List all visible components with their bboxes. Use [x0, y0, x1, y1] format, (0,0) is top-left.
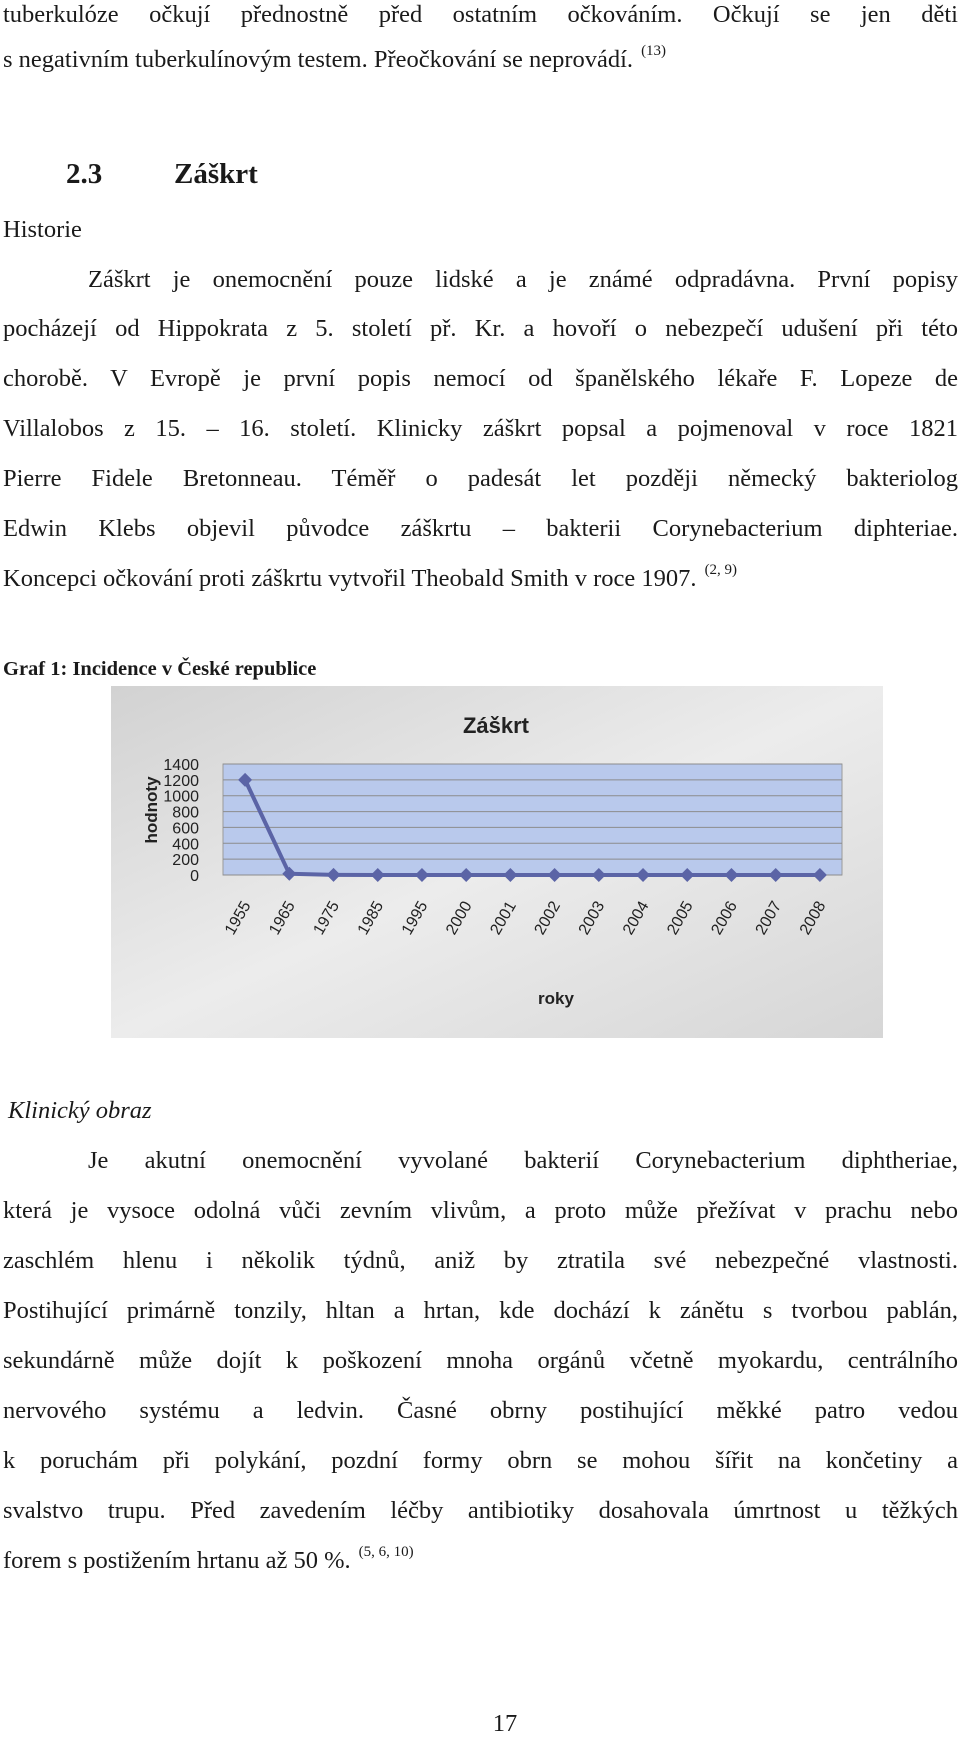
y-tick-label: 200: [172, 852, 199, 870]
top-paragraph-line-1: tuberkulóze očkují přednostně před ostatním očkováním. Očkují se jen děti: [3, 1, 958, 28]
clinical-line-5: sekundárně může dojít k poškození mnoha orgánů včetně myokardu, centrálního: [3, 1347, 958, 1374]
x-tick-label: 2000: [443, 898, 476, 938]
clinical-line-4: Postihující primárně tonzily, hltan a hrtan, kde dochází k zánětu s tvorbou pablán,: [3, 1297, 958, 1324]
x-tick-label: 1975: [310, 898, 343, 938]
page-number: 17: [492, 1710, 518, 1737]
y-tick-label: 1000: [163, 788, 199, 806]
clinical-line-8: svalstvo trupu. Před zavedením léčby antibiotiky dosahovala úmrtnost u těžkých: [3, 1497, 958, 1524]
history-line-7: [3, 564, 958, 594]
clinical-line-3: zaschlém hlenu i několik týdnů, aniž by ztratila své nebezpečné vlastnosti.: [3, 1247, 958, 1274]
top-paragraph-line-2-text: s negativním tuberkulínovým testem. Přeočkování se neprovádí.: [3, 46, 634, 73]
figure-caption: Graf 1: Incidence v České republice: [3, 658, 317, 680]
clinical-line-2: která je vysoce odolná vůči zevním vlivům, a proto může přežívat v prachu nebo: [3, 1197, 958, 1224]
citation-ref: (13): [641, 43, 667, 59]
clinical-line-9: [3, 1546, 958, 1576]
history-heading: Historie: [3, 216, 82, 243]
section-number: 2.3: [66, 158, 103, 190]
y-axis-label: hodnoty: [142, 776, 161, 844]
y-tick-label: 800: [172, 804, 199, 822]
x-tick-label: 2007: [752, 898, 786, 938]
history-line-3: chorobě. V Evropě je první popis nemocí od španělského lékaře F. Lopeze de: [3, 365, 958, 392]
clinical-line-7: k poruchám při polykání, pozdní formy obrn se mohou šířit na končetiny a: [3, 1447, 958, 1474]
y-tick-label: 1200: [163, 772, 199, 790]
y-tick-label: 1400: [163, 757, 199, 774]
history-line-7-text: Koncepci očkování proti záškrtu vytvořil Theobald Smith v roce 1907.: [3, 565, 697, 592]
clinical-line-6: nervového systému a ledvin. Časné obrny postihující měkké patro vedou: [3, 1397, 958, 1424]
section-title: Záškrt: [174, 158, 258, 190]
history-line-5: Pierre Fidele Bretonneau. Téměř o padesát let později německý bakteriolog: [3, 465, 958, 492]
history-line-6: Edwin Klebs objevil původce záškrtu – bakterii Corynebacterium diphteriae.: [3, 515, 958, 542]
x-tick-label: 1955: [222, 898, 255, 938]
top-paragraph-line-2: [3, 45, 958, 75]
history-line-4: Villalobos z 15. – 16. století. Klinicky záškrt popsal a pojmenoval v roce 1821: [3, 415, 958, 442]
x-tick-label: 1995: [398, 898, 432, 938]
x-tick-label: 2005: [664, 898, 697, 938]
x-tick-label: 2003: [575, 898, 609, 938]
y-tick-label: 0: [190, 868, 199, 885]
x-tick-label: 1985: [354, 898, 388, 938]
x-tick-label: 2001: [487, 898, 520, 938]
x-tick-label: 1965: [266, 898, 299, 938]
plot-background: [223, 764, 842, 875]
history-line-1: Záškrt je onemocnění pouze lidské a je známé odpradávna. První popisy: [88, 266, 958, 293]
clinical-line-1: Je akutní onemocnění vyvolané bakterií Corynebacterium diphtheriae,: [88, 1147, 958, 1174]
chart-title: Záškrt: [462, 713, 530, 738]
incidence-chart: [111, 686, 883, 1038]
citation-ref: (2, 9): [704, 562, 738, 578]
history-line-2: pocházejí od Hippokrata z 5. století př. Kr. a hovoří o nebezpečí udušení při této: [3, 315, 958, 342]
x-tick-label: 2008: [796, 898, 830, 938]
y-tick-label: 600: [172, 820, 199, 838]
clinical-heading: Klinický obraz: [8, 1097, 152, 1124]
citation-ref: (5, 6, 10): [358, 1544, 414, 1560]
chart-svg: [111, 686, 883, 1038]
x-tick-label: 2002: [531, 898, 565, 938]
clinical-line-9-text: forem s postižením hrtanu až 50 %.: [3, 1547, 351, 1574]
y-tick-label: 400: [172, 836, 199, 854]
x-tick-label: 2004: [619, 898, 653, 938]
x-axis-label: roky: [538, 989, 574, 1008]
x-tick-label: 2006: [708, 898, 741, 938]
section-heading: [66, 158, 258, 191]
